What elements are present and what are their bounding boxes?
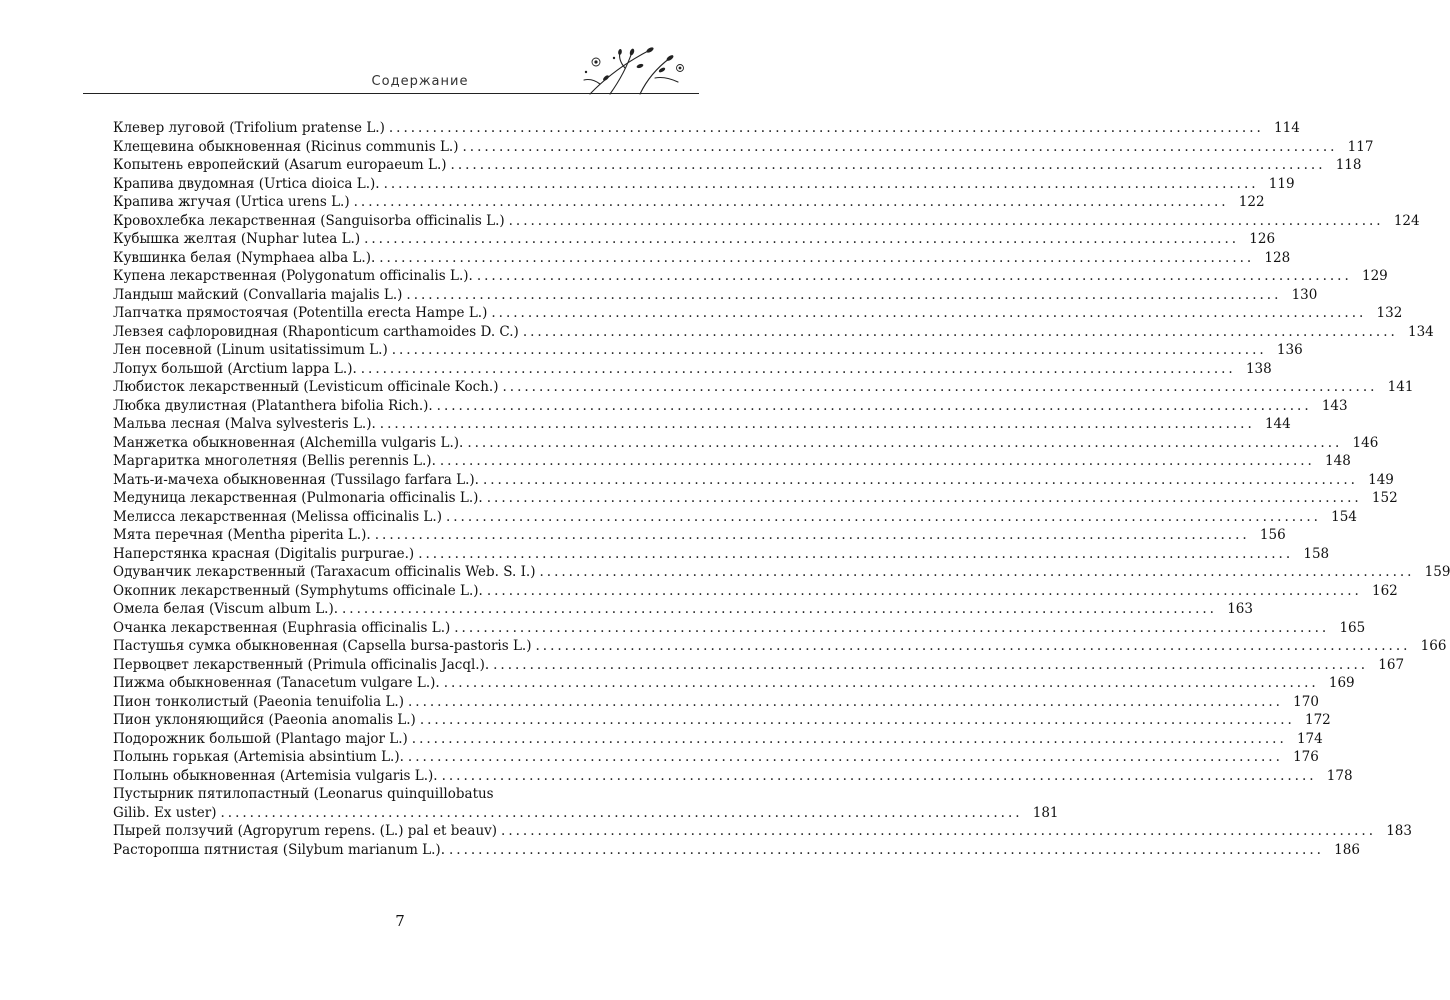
dot-leader: ........................................................................................................................ (539, 564, 1415, 580)
toc-entry (113, 119, 1300, 138)
dot-leader: ........................................................................................................................ (502, 379, 1378, 395)
toc-entry (113, 249, 1291, 268)
dot-leader: ........................................................................................................................ (407, 749, 1283, 765)
toc-entry-title: Кувшинка белая (Nymphaea alba L.). (113, 249, 376, 266)
toc-entry-title: Пион тонколистый (Paeonia tenuifolia L.) (113, 693, 404, 710)
toc-entry-title: Мать-и-мачеха обыкновенная (Tussilago farfara L.). (113, 471, 479, 488)
toc-entry (113, 748, 1319, 767)
toc-entry-title: Купена лекарственная (Polygonatum officinalis L.). (113, 268, 473, 284)
toc-entry-title: Наперстянка красная (Digitalis purpurae.) (113, 545, 415, 562)
toc-entry-page: 165 (1339, 619, 1366, 636)
toc-entry (113, 489, 1398, 508)
dot-leader: ........................................................................................................................ (441, 767, 1317, 784)
toc-entry-title: Крапива жгучая (Urtica urens L.) (113, 194, 350, 210)
toc-entry-title: Пион уклоняющийся (Paeonia anomalis L.) (113, 712, 416, 728)
toc-entry-page: 178 (1326, 767, 1353, 784)
header-divider (83, 93, 699, 94)
toc-entry-page: 146 (1352, 434, 1379, 451)
toc-entry-page: 129 (1361, 268, 1388, 284)
toc-entry-title: Омела белая (Viscum album L.). (113, 601, 339, 617)
dot-leader: ........................................................................................................................ (342, 601, 1217, 617)
toc-entry-page: 130 (1291, 286, 1318, 303)
toc-entry-page: 143 (1321, 397, 1348, 414)
toc-entry-page: 119 (1268, 175, 1295, 192)
dot-leader: ........................................................................................................................ (491, 305, 1367, 321)
toc-entry (113, 378, 1414, 397)
toc-entry (113, 156, 1362, 175)
botanical-sprig-icon (570, 38, 690, 96)
toc-entry-page: 183 (1386, 823, 1412, 839)
toc-entry (113, 693, 1319, 712)
dot-leader: ........................................................................................................................ (508, 212, 1384, 229)
toc-entry-page: 132 (1376, 305, 1403, 321)
toc-entry-page: 174 (1296, 730, 1323, 747)
toc-entry-title: Маргаритка многолетняя (Bellis perennis L.). (113, 453, 436, 469)
toc-entry-title: Манжетка обыкновенная (Alchemilla vulgaris L.). (113, 434, 464, 451)
toc-entry (113, 434, 1379, 453)
toc-entry (113, 637, 1447, 656)
toc-entry-page: 124 (1393, 212, 1420, 229)
dot-leader: ........................................................................................................................ (360, 360, 1236, 377)
toc-entry-page: 169 (1328, 675, 1355, 691)
toc-entry-page: 134 (1408, 323, 1434, 340)
dot-leader: ........................................................................................................................ (486, 490, 1362, 506)
dot-leader: ........................................................................................................................ (501, 823, 1376, 839)
toc-entry (113, 711, 1331, 730)
dot-leader: ........................................................................................................................ (374, 527, 1250, 543)
toc-entry-title-line1: Пустырник пятилопастный (Leonarus quinquillobatus (113, 786, 494, 802)
dot-leader: ........................................................................................................................ (383, 175, 1259, 192)
toc-entry (113, 341, 1303, 360)
toc-entry (113, 138, 1374, 157)
toc-entry-title-line2: Gilib. Ex uster) (113, 804, 217, 821)
dot-leader: ........................................................................................................................ (443, 675, 1319, 691)
toc-entry-title: Пижма обыкновенная (Tanacetum vulgare L.). (113, 675, 440, 691)
toc-entry-page: 128 (1264, 249, 1291, 266)
toc-entry-page: 163 (1227, 601, 1253, 617)
dot-leader: ........................................................................................................................ (454, 619, 1330, 636)
toc-entry-title: Подорожник большой (Plantago major L.) (113, 730, 408, 747)
dot-leader: ........................................................................................................................ (406, 286, 1282, 303)
toc-entry-title: Крапива двудомная (Urtica dioica L.). (113, 175, 380, 192)
dot-leader: ........................................................................................................................ (379, 249, 1255, 266)
toc-entry-page: 158 (1303, 545, 1330, 562)
dot-leader: ........................................................................................................................ (467, 434, 1343, 451)
toc-entry (113, 193, 1265, 212)
toc-entry (113, 286, 1318, 305)
dot-leader: .............................................................................................................. (220, 804, 1023, 821)
dot-leader: ........................................................................................................................ (418, 545, 1294, 562)
toc-entry-title: Мальва лесная (Malva sylvesteris L.). (113, 416, 376, 432)
toc-entry-title: Полынь горькая (Artemisia absintium L.). (113, 749, 404, 765)
toc-entry-page: 172 (1305, 712, 1331, 728)
toc-entry-page: 141 (1387, 379, 1414, 395)
toc-entry (113, 360, 1272, 379)
toc-entry-page: 149 (1368, 471, 1394, 488)
dot-leader: ........................................................................................................................ (411, 730, 1287, 747)
toc-entry (113, 656, 1405, 675)
page-number: 7 (395, 912, 405, 930)
toc-entry-page: 162 (1372, 582, 1398, 599)
toc-entry-page: 117 (1347, 138, 1374, 155)
toc-entry (113, 304, 1403, 323)
dot-leader: ........................................................................................................................ (408, 693, 1283, 710)
dot-leader: ........................................................................................................................ (436, 397, 1312, 414)
toc-entry-title: Любка двулистная (Platanthera bifolia Rich.). (113, 397, 433, 414)
toc-entry-title: Лопух большой (Arctium lappa L.). (113, 360, 357, 377)
toc-entry-title: Клещевина обыкновенная (Ricinus communis L.) (113, 138, 459, 155)
toc-entry-title: Копытень европейский (Asarum europaeum L.) (113, 157, 447, 173)
toc-entry (113, 323, 1434, 342)
dot-leader: ........................................................................................................................ (522, 323, 1398, 340)
toc-entry-title: Полынь обыкновенная (Artemisia vulgaris L.). (113, 767, 438, 784)
toc-entry (113, 526, 1286, 545)
dot-leader: ........................................................................................................................ (482, 471, 1358, 488)
toc-entry-title: Ландыш майский (Convallaria majalis L.) (113, 286, 403, 303)
toc-entry-title: Мелисса лекарственная (Melissa officinalis L.) (113, 508, 442, 525)
toc-entry (113, 452, 1351, 471)
toc-entry-page: 156 (1259, 527, 1286, 543)
dot-leader: ........................................................................................................................ (364, 231, 1240, 247)
table-of-contents (113, 119, 1450, 859)
dot-leader: ........................................................................................................................ (448, 841, 1324, 858)
toc-entry-title: Одуванчик лекарственный (Taraxacum officinalis Web. S. I.) (113, 564, 536, 580)
toc-entry-page: 122 (1238, 194, 1265, 210)
toc-entry-page: 126 (1249, 231, 1276, 247)
toc-entry-title: Левзея сафлоровидная (Rhaponticum carthamoides D. C.) (113, 323, 519, 340)
toc-entry-title: Кубышка желтая (Nuphar lutea L.) (113, 231, 361, 247)
toc-entry-title: Кровохлебка лекарственная (Sanguisorba officinalis L.) (113, 212, 505, 229)
toc-entry-page: 114 (1274, 120, 1300, 136)
toc-entry-page: 181 (1032, 804, 1059, 821)
toc-entry-page: 148 (1325, 453, 1351, 469)
toc-entry (113, 582, 1398, 601)
toc-entry (113, 822, 1412, 841)
toc-entry-title: Лапчатка прямостоячая (Potentilla erecta Hampe L.) (113, 305, 488, 321)
toc-entry-title: Медуница лекарственная (Pulmonaria officinalis L.). (113, 490, 483, 506)
toc-entry (113, 415, 1291, 434)
toc-entry (113, 767, 1353, 786)
toc-entry-page: 186 (1334, 841, 1360, 858)
dot-leader: ........................................................................................................................ (462, 138, 1338, 155)
dot-leader: ........................................................................................................................ (439, 453, 1315, 469)
toc-entry (113, 212, 1420, 231)
toc-entry-title: Пастушья сумка обыкновенная (Capsella bursa-pastoris L.) (113, 638, 532, 654)
toc-entry-title: Очанка лекарственная (Euphrasia officinalis L.) (113, 619, 451, 636)
dot-leader: ........................................................................................................................ (535, 638, 1411, 654)
dot-leader: ........................................................................................................................ (493, 656, 1369, 673)
dot-leader: ........................................................................................................................ (388, 120, 1264, 136)
dot-leader: ........................................................................................................................ (445, 508, 1321, 525)
toc-entry-page: 152 (1371, 490, 1398, 506)
toc-entry-page: 154 (1331, 508, 1357, 525)
toc-entry-title: Пырей ползучий (Agropyrum repens. (L.) pal et beauv) (113, 823, 498, 839)
toc-entry (113, 563, 1450, 582)
toc-entry (113, 841, 1360, 860)
toc-entry-title: Первоцвет лекарственный (Primula officinalis Jacql.). (113, 656, 490, 673)
toc-entry (113, 545, 1330, 564)
toc-entry (113, 397, 1348, 416)
dot-leader: ........................................................................................................................ (476, 268, 1352, 284)
toc-entry (113, 730, 1323, 749)
toc-entry-title: Расторопша пятнистая (Silybum marianum L.). (113, 841, 445, 858)
toc-entry-title: Лен посевной (Linum usitatissimum L.) (113, 342, 388, 358)
toc-entry (113, 175, 1295, 194)
toc-entry (113, 508, 1357, 527)
toc-entry (113, 674, 1355, 693)
toc-entry-page: 136 (1276, 342, 1303, 358)
toc-entry-title: Мята перечная (Mentha piperita L.). (113, 527, 371, 543)
toc-entry-multiline (113, 785, 1059, 822)
page-section-title: Содержание (371, 74, 469, 89)
toc-entry (113, 267, 1388, 286)
dot-leader: ........................................................................................................................ (379, 416, 1255, 432)
dot-leader: ........................................................................................................................ (486, 582, 1362, 599)
toc-entry-page: 176 (1293, 749, 1319, 765)
toc-entry-page: 118 (1335, 157, 1362, 173)
toc-entry-page: 170 (1293, 693, 1319, 710)
toc-entry (113, 230, 1276, 249)
toc-entry-page: 159 (1424, 564, 1450, 580)
toc-entry-page: 167 (1378, 656, 1405, 673)
toc-entry-page: 144 (1264, 416, 1291, 432)
toc-entry-title: Любисток лекарственный (Levisticum officinale Koch.) (113, 379, 499, 395)
toc-entry (113, 619, 1366, 638)
toc-entry (113, 600, 1253, 619)
toc-entry-title: Клевер луговой (Trifolium pratense L.) (113, 120, 385, 136)
toc-entry-title: Окопник лекарственный (Symphytums officinale L.). (113, 582, 483, 599)
toc-entry-page: 166 (1420, 638, 1447, 654)
dot-leader: ........................................................................................................................ (419, 712, 1295, 728)
toc-entry (113, 471, 1394, 490)
dot-leader: ........................................................................................................................ (450, 157, 1326, 173)
toc-entry-page: 138 (1245, 360, 1272, 377)
dot-leader: ........................................................................................................................ (391, 342, 1267, 358)
dot-leader: ........................................................................................................................ (353, 194, 1229, 210)
